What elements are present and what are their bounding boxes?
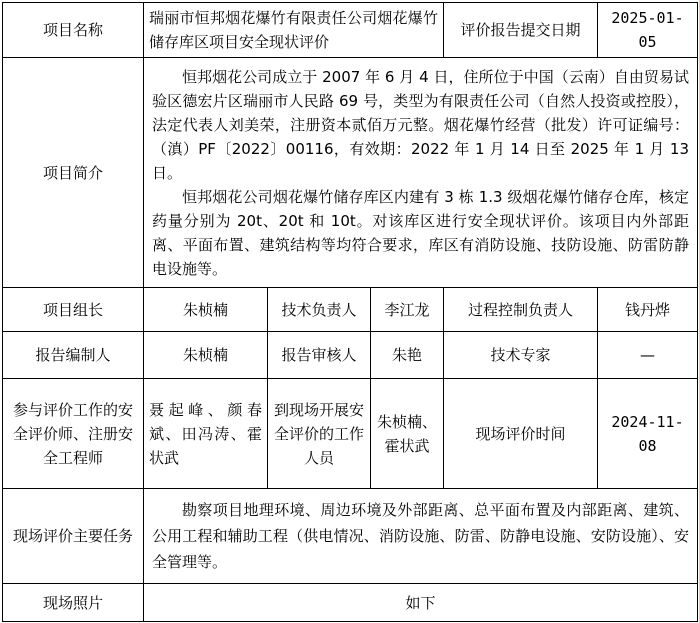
onsite-staff-label: 到现场开展安全评价的工作人员 — [268, 379, 371, 489]
onsite-staff-value: 朱桢楠、霍状武 — [371, 379, 444, 489]
onsite-time-label: 现场评价时间 — [444, 379, 598, 489]
report-reviewer-value: 朱艳 — [371, 332, 444, 379]
project-name-label: 项目名称 — [3, 3, 144, 58]
row-project-leader — [3, 288, 698, 332]
site-photos-value: 如下 — [144, 584, 698, 622]
report-date-label: 评价报告提交日期 — [444, 3, 598, 58]
tech-expert-label: 技术专家 — [444, 332, 598, 379]
intro-paragraph-2: 恒邦烟花公司烟花爆竹储存库区内建有 3 栋 1.3 级烟花爆竹储存仓库，核定药量分别为 20t、20t 和 10t。对该库区进行安全现状评价。该项目内外部距离、平面布置、建筑结构等均符合要求，库区有消防设施、技防设施、防雷防静电设施等。 — [152, 187, 689, 278]
row-main-tasks — [3, 489, 698, 584]
row-site-photos — [3, 584, 698, 622]
onsite-time-value: 2024-11-08 — [598, 379, 698, 489]
project-intro-label: 项目简介 — [3, 58, 144, 288]
process-lead-label: 过程控制负责人 — [444, 288, 598, 332]
row-project-intro — [3, 58, 698, 288]
main-tasks-value: 勘察项目地理环境、周边环境及外部距离、总平面布置及内部距离、建筑、公用工程和辅助工程（供电情况、消防设施、防雷、防静电设施、安防设施）、安全管理等。 — [152, 501, 689, 571]
report-reviewer-label: 报告审核人 — [268, 332, 371, 379]
row-project-name — [3, 3, 698, 58]
participants-label: 参与评价工作的安全评价师、注册安全工程师 — [3, 379, 144, 489]
project-name-value: 瑞丽市恒邦烟花爆竹有限责任公司烟花爆竹储存库区项目安全现状评价 — [144, 3, 444, 58]
process-lead-value: 钱丹烨 — [598, 288, 698, 332]
report-date-value: 2025-01-05 — [598, 3, 698, 58]
report-compiler-label: 报告编制人 — [3, 332, 144, 379]
site-photos-label: 现场照片 — [3, 584, 144, 622]
tech-lead-value: 李江龙 — [371, 288, 444, 332]
tech-expert-value: — — [598, 332, 698, 379]
row-report-compiler — [3, 332, 698, 379]
project-intro-body — [144, 58, 698, 288]
row-participants — [3, 379, 698, 489]
intro-paragraph-1: 恒邦烟花公司成立于 2007 年 6 月 4 日，住所位于中国（云南）自由贸易试验区德宏片区瑞丽市人民路 69 号，类型为有限责任公司（自然人投资或控股），法定代表人刘美荣，注册资本贰佰万元整。烟花爆竹经营（批发）许可证编号：（滇）PF〔2022〕00116，有效期：2022 年 1 月 14 日至 2025 年 1 月 13 日。 — [152, 67, 689, 182]
participants-value: 聂起峰、颜春斌、田冯涛、霍状武 — [144, 379, 268, 489]
report-compiler-value: 朱桢楠 — [144, 332, 268, 379]
project-leader-label: 项目组长 — [3, 288, 144, 332]
main-tasks-body — [144, 489, 698, 584]
project-info-table — [2, 2, 698, 622]
project-leader-value: 朱桢楠 — [144, 288, 268, 332]
tech-lead-label: 技术负责人 — [268, 288, 371, 332]
main-tasks-label: 现场评价主要任务 — [3, 489, 144, 584]
